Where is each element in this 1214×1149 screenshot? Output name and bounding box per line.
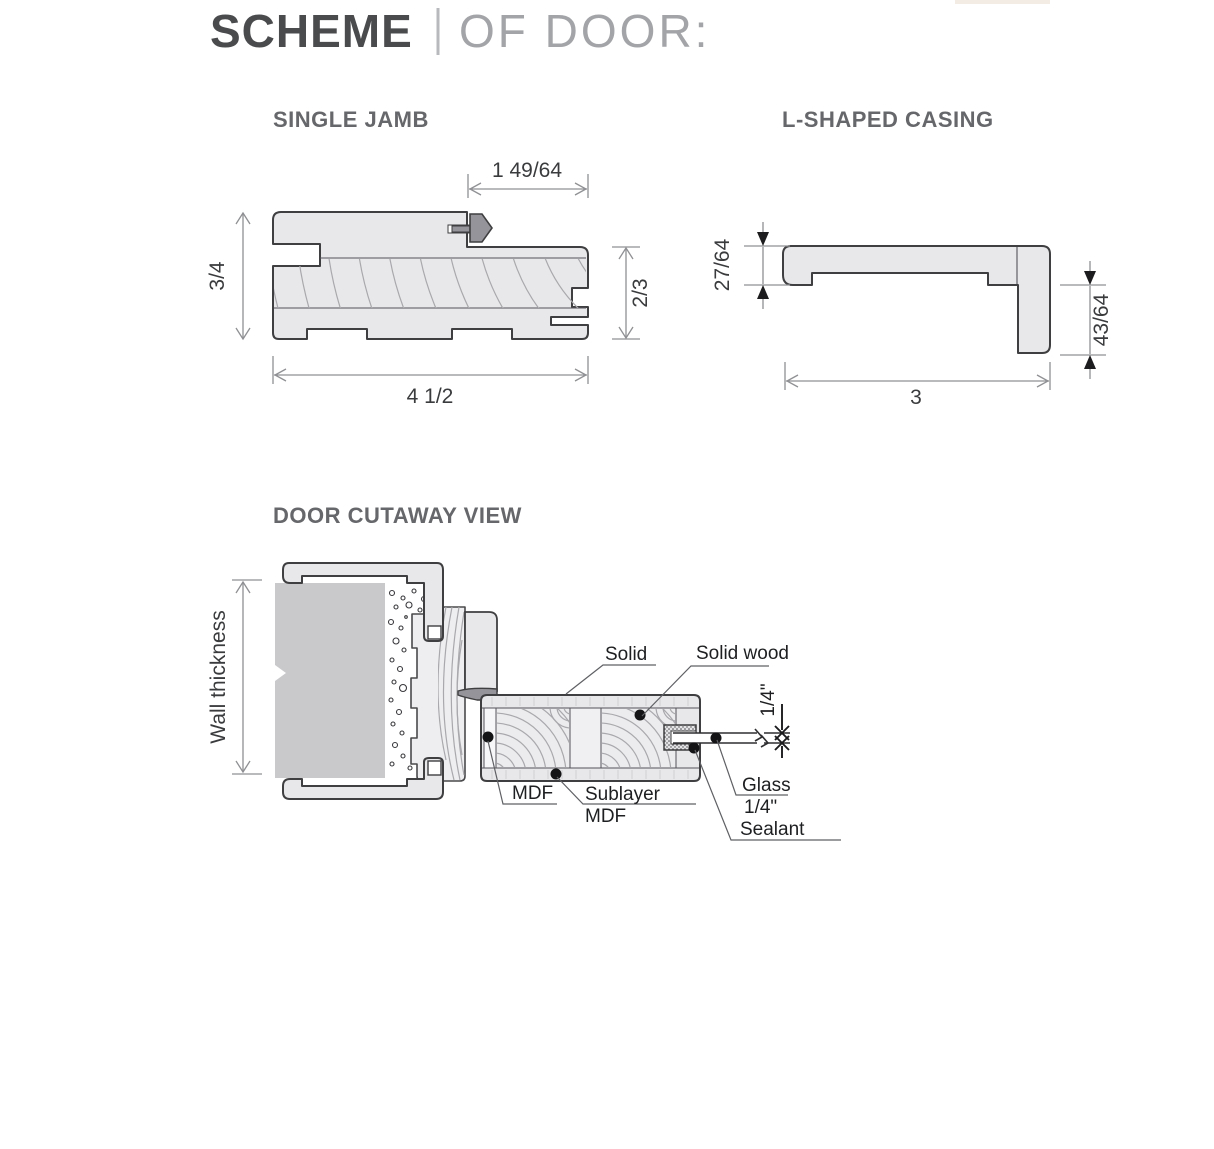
wall-thickness-dim [232, 580, 262, 774]
single-jamb-title: SINGLE JAMB [273, 107, 429, 132]
label-sealant: Sealant [740, 819, 805, 840]
cropped-logo-remnant [955, 0, 1050, 4]
mdf-marker [483, 732, 494, 743]
glass-thickness-dim-text: 1/4" [758, 683, 779, 717]
label-solid-wood: Solid wood [696, 643, 789, 664]
wall-thickness-text: Wall thickness [207, 610, 230, 744]
sealant-marker [689, 743, 700, 754]
l-casing-dim-left-text: 27/64 [711, 238, 734, 292]
dim-left-text: 3/4 [206, 261, 229, 291]
glass-marker [711, 733, 722, 744]
l-casing-dim-bottom-text: 3 [910, 386, 922, 409]
label-sublayer-1: Sublayer [585, 784, 660, 805]
l-casing-profile [783, 246, 1050, 353]
dim-bottom-text: 4 1/2 [406, 385, 454, 408]
cutaway-title: DOOR CUTAWAY VIEW [273, 503, 522, 528]
door-stop [465, 612, 497, 691]
bottom-casing-notch [428, 761, 441, 775]
label-glass-1: Glass [742, 775, 791, 796]
page-title [210, 0, 1050, 57]
l-casing-title: L-SHAPED CASING [782, 107, 994, 132]
dim-three-quarters [236, 213, 250, 339]
sublayer-marker [551, 769, 562, 780]
cutaway-diagram [207, 503, 841, 867]
l-casing-diagram [711, 107, 1113, 409]
wall-section [275, 583, 385, 778]
page-title-light: OF DOOR: [459, 5, 711, 57]
label-sublayer-2: MDF [585, 806, 627, 827]
door-core-gap [570, 708, 601, 768]
page-title-bold: SCHEME [210, 5, 413, 57]
label-solid: Solid [605, 644, 648, 665]
solid-wood-marker [635, 710, 646, 721]
l-casing-dim-right-text: 43/64 [1090, 293, 1113, 347]
label-glass-2: 1/4" [744, 797, 778, 818]
label-mdf: MDF [512, 783, 554, 804]
top-casing-notch [428, 626, 441, 639]
seal-arrow [470, 214, 492, 242]
dim-right-text: 2/3 [629, 278, 652, 308]
dim-top-text: 1 49/64 [491, 159, 563, 182]
single-jamb-profile [273, 212, 588, 339]
seal-shaft [452, 226, 472, 232]
dim-4-1-2 [273, 356, 588, 384]
